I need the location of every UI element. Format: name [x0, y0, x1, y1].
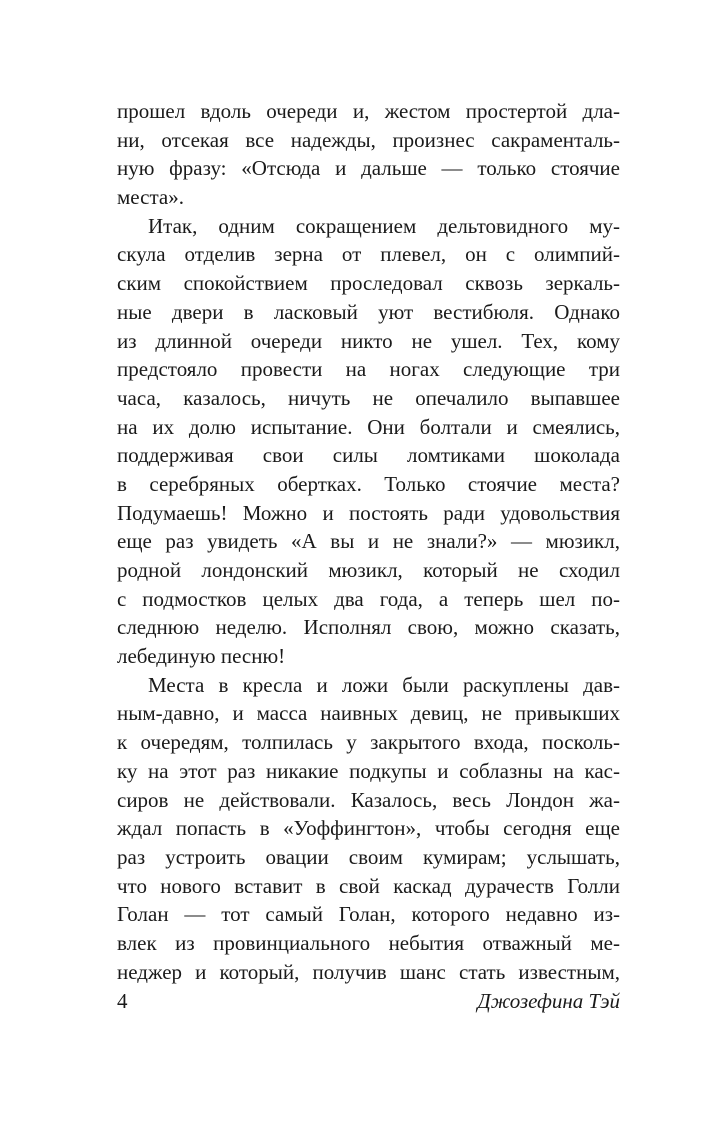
text-line: Голан — тот самый Голан, которого недавно из-	[117, 902, 620, 927]
text-line: Подумаешь! Можно и постоять ради удовольствия	[117, 500, 620, 525]
text-line: ждал попасть в «Уоффингтон», чтобы сегодня еще	[117, 816, 620, 841]
text-line: поддерживая свои силы ломтиками шоколада	[117, 443, 620, 468]
text-line: неджер и который, получив шанс стать известным,	[117, 959, 620, 984]
text-line: ни, отсекая все надежды, произнес сакраменталь-	[117, 127, 620, 152]
text-line: что нового вставит в свой каскад дурачеств Голли	[117, 873, 620, 898]
paragraph-3	[117, 671, 620, 987]
text-line: ным-давно, и масса наивных девиц, не привыкших	[117, 701, 620, 726]
text-line: родной лондонский мюзикл, который не сходил	[117, 558, 620, 582]
text-line: Итак, одним сокращением дельтовидного му-	[148, 213, 620, 238]
running-author: Джозефина Тэй	[477, 989, 620, 1013]
text-line: в серебряных обертках. Только стоячие места?	[117, 471, 620, 496]
text-line: часа, казалось, ничуть не опечалило выпавшее	[117, 385, 620, 410]
text-line: лебединую песню!	[117, 644, 286, 669]
text-line: к очередям, толпилась у закрытого входа, посколь-	[117, 730, 620, 755]
text-line: из длинной очереди никто не ушел. Тех, кому	[117, 328, 620, 353]
paragraph-2	[117, 212, 620, 671]
text-line: на их долю испытание. Они болтали и смеялись,	[117, 414, 620, 439]
page-body	[117, 97, 620, 986]
text-line: ку на этот раз никакие подкупы и соблазны на кас-	[117, 758, 620, 783]
text-line: с подмостков целых два года, а теперь шел по-	[117, 586, 620, 611]
text-line: места».	[117, 185, 184, 210]
text-line: влек из провинциального небытия отважный ме-	[117, 930, 620, 955]
text-line: сиров не действовали. Казалось, весь Лондон жа-	[117, 787, 620, 812]
text-line: прошел вдоль очереди и, жестом простертой дла-	[117, 99, 620, 123]
page-footer	[117, 986, 620, 1016]
text-line: ную фразу: «Отсюда и дальше — только стоячие	[117, 156, 620, 181]
text-line: предстояло провести на ногах следующие три	[117, 357, 620, 382]
text-line: Места в кресла и ложи были раскуплены дав-	[148, 672, 620, 697]
text-line: ским спокойствием проследовал сквозь зеркаль-	[117, 271, 620, 296]
text-line: еще раз увидеть «А вы и не знали?» — мюзикл,	[117, 529, 620, 554]
text-line: ные двери в ласковый уют вестибюля. Однако	[117, 299, 620, 324]
text-line: раз устроить овации своим кумирам; услышать,	[117, 844, 620, 869]
paragraph-1	[117, 97, 620, 212]
text-line: следнюю неделю. Исполнял свою, можно сказать,	[117, 615, 620, 640]
text-line: скула отделив зерна от плевел, он с олимпий-	[117, 242, 620, 267]
page-number: 4	[117, 989, 128, 1013]
